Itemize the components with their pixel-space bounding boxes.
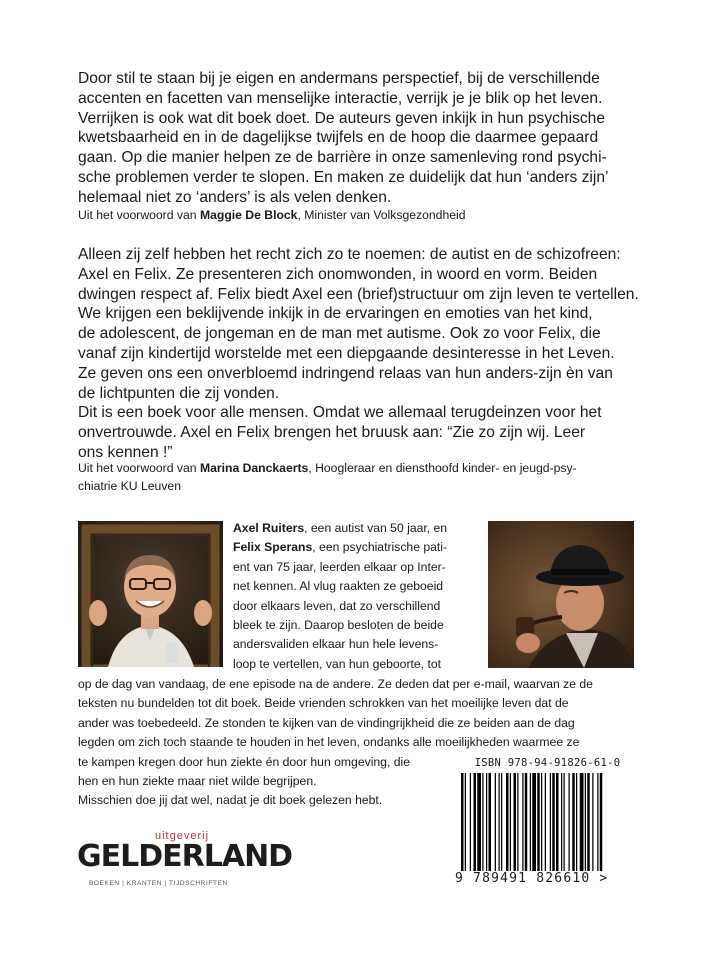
barcode-bar — [506, 773, 509, 871]
barcode-bar — [556, 773, 559, 871]
second-line: We krijgen een beklijvende inkijk in de ervaringen en emoties van het kind, — [78, 305, 593, 323]
barcode-bar — [576, 773, 577, 871]
bio-line: op de dag van vandaag, de ene episode na de andere. Ze deden dat per e-mail, waarvan ze de — [78, 677, 593, 691]
barcode-bar — [600, 773, 603, 871]
bio-line: legden om zich toch staande te houden in het leven, ondanks alle moeilijkheden waarmee ze — [78, 735, 580, 750]
publisher-tagline: BOEKEN | KRANTEN | TIJDSCHRIFTEN — [89, 880, 228, 887]
barcode-bar — [569, 773, 570, 871]
isbn-barcode — [455, 757, 640, 889]
barcode-bar — [501, 773, 502, 871]
barcode-bar — [482, 773, 483, 871]
barcode-bar — [550, 773, 551, 871]
second-line: de adolescent, de jongeman en de man met autisme. Ook zo voor Felix, die — [78, 325, 601, 343]
barcode-bar — [470, 773, 471, 871]
barcode-bar — [514, 773, 517, 871]
barcode-bar — [517, 773, 518, 871]
axel-photo — [78, 521, 223, 667]
barcode-bar — [552, 773, 555, 871]
second-line: dwingen respect af. Felix biedt Axel een (brief)structuur om zijn leven te vertellen. — [78, 285, 639, 303]
barcode-bar — [525, 773, 528, 871]
bio-line: net kennen. Al vlug raakten ze geboeid — [233, 579, 444, 594]
barcode-bar — [585, 773, 586, 871]
second-line: de lichtpunten die zij vonden. — [78, 384, 280, 402]
barcode-bar — [461, 773, 464, 871]
bio-line: door elkaars leven, dat zo verschillend — [233, 598, 441, 613]
source-prefix: Uit het voorwoord van — [78, 208, 200, 222]
author-name-axel: Axel Ruiters — [233, 521, 305, 535]
barcode-bar — [477, 773, 481, 871]
barcode-bars — [455, 773, 640, 873]
barcode-bar — [530, 773, 531, 871]
second-line: Ze geven ons een onverbloemd indringend relaas van hun anders-zijn èn van — [78, 364, 613, 382]
intro-paragraph — [78, 69, 658, 208]
bio-line: , een psychiatrische pati- — [312, 540, 448, 555]
bio-line: andersvaliden elkaar hun hele levens- — [233, 637, 439, 652]
bio-line: teksten nu bundelden tot dit boek. Beide vrienden schrokken van het moeilijke leven dat de — [78, 696, 569, 711]
barcode-bar — [474, 773, 477, 871]
bio-line: bleek te zijn. Daarop besloten de beide — [233, 618, 444, 633]
barcode-bar — [499, 773, 500, 871]
second-line: Axel en Felix. Ze presenteren zich onomwonden, in woord en vorm. Beiden — [78, 265, 598, 283]
bio-line: Misschien doe jij dat wel, nadat je dit boek gelezen hebt. — [78, 793, 383, 808]
intro-line: Door stil te staan bij je eigen en andermans perspectief, bij de verschillende — [78, 70, 600, 87]
publisher-name: GELDERLAND — [77, 839, 293, 874]
barcode-bar — [486, 773, 487, 871]
bio-wrapped-text — [233, 519, 483, 674]
barcode-bar — [572, 773, 575, 871]
source-suffix: , Minister van Volksgezondheid — [297, 208, 466, 222]
barcode-bar — [580, 773, 584, 871]
second-line: onvertrouwde. Axel en Felix brengen het bruusk aan: “Zie zo zijn wij. Leer — [78, 424, 586, 442]
intro-source — [78, 206, 658, 224]
barcode-bar — [489, 773, 492, 871]
intro-line: sche problemen verder te slopen. En maken ze duidelijk dat hun ‘anders zijn’ — [78, 168, 609, 186]
source-prefix: Uit het voorwoord van — [78, 461, 200, 475]
publisher-logo — [77, 830, 293, 900]
second-line: Alleen zij zelf hebben het recht zich zo te noemen: de autist en de schizofreen: — [78, 246, 621, 263]
intro-line: gaan. Op die manier helpen ze de barrière in onze samenleving rond psychi- — [78, 149, 607, 167]
source-suffix: , Hoogleraar en diensthoofd kinder- en jeugd-psy- — [308, 461, 577, 475]
bio-line: hen en hun ziekte maar niet wilde begrijpen. — [78, 774, 317, 789]
barcode-bar — [592, 773, 593, 871]
publisher-small-label: uitgeverij — [155, 830, 210, 842]
source-line2: chiatrie KU Leuven — [78, 479, 181, 493]
second-line: Dit is een boek voor alle mensen. Omdat we allemaal terugdeinzen voor het — [78, 404, 602, 422]
bio-line: ander was toebedeeld. Ze stonden te kijken van de vindingrijkheid die ze beiden aan de dag — [78, 715, 575, 730]
barcode-bar — [561, 773, 562, 871]
second-line: ons kennen !” — [78, 443, 173, 461]
intro-line: accenten en facetten van menselijke interactie, verrijk je je blik op het leven. — [78, 89, 603, 107]
intro-line: helemaal niet zo ‘anders’ is als velen denken. — [78, 188, 392, 206]
barcode-bar — [597, 773, 598, 871]
barcode-bar — [545, 773, 546, 871]
barcode-bar — [495, 773, 496, 871]
bio-line: te kampen kregen door hun ziekte én door hun omgeving, die — [78, 754, 410, 769]
intro-line: Verrijken is ook wat dit boek doet. De auteurs geven inkijk in hun psychische — [78, 109, 606, 127]
author-name-felix: Felix Sperans — [233, 540, 313, 555]
barcode-bar — [564, 773, 565, 871]
ean-digits: 9 789491 826610 > — [455, 871, 609, 886]
axel-portrait-illustration — [78, 521, 223, 667]
barcode-bar — [522, 773, 523, 871]
intro-line: kwetsbaarheid en in de dagelijkse twijfels en de hoop die daarmee gepaard — [78, 129, 599, 147]
barcode-bar — [532, 773, 536, 871]
felix-photo — [488, 521, 634, 668]
barcode-bar — [510, 773, 511, 871]
barcode-bar — [465, 773, 466, 871]
felix-portrait-illustration — [488, 521, 634, 668]
bio-line: , een autist van 50 jaar, en — [304, 521, 448, 535]
isbn-text: ISBN 978-94-91826-61-0 — [474, 757, 621, 769]
second-paragraph — [78, 245, 658, 463]
source-name: Marina Danckaerts — [199, 461, 309, 475]
second-source — [78, 459, 658, 495]
bio-line: ent van 75 jaar, leerden elkaar op Inter- — [233, 559, 446, 574]
barcode-bar — [541, 773, 542, 871]
source-name: Maggie De Block — [199, 208, 298, 222]
second-line: vanaf zijn kindertijd worstelde met een diepgaande desinteresse in het Leven. — [78, 344, 615, 362]
barcode-bar — [587, 773, 590, 871]
bio-line: loop te vertellen, van hun geboorte, tot — [233, 656, 442, 671]
barcode-bar — [537, 773, 540, 871]
